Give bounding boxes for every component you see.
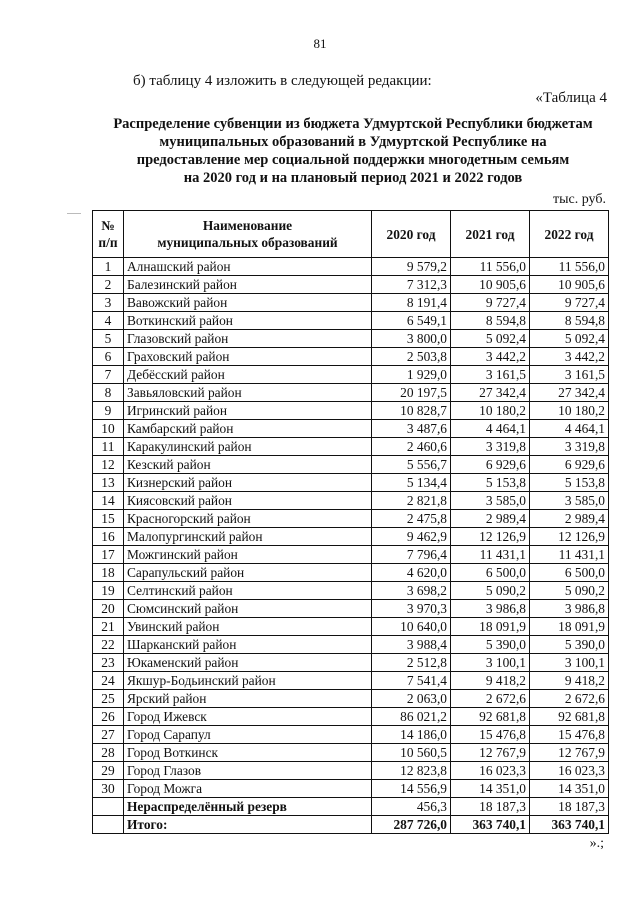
value-2022: 3 585,0 <box>530 492 609 510</box>
total-row <box>93 816 609 834</box>
reserve-2021: 18 187,3 <box>451 798 530 816</box>
table-body <box>93 258 609 798</box>
value-2021: 18 091,9 <box>451 618 530 636</box>
table-row <box>93 276 609 294</box>
value-2022: 9 727,4 <box>530 294 609 312</box>
municipality-name: Каракулинский район <box>124 438 372 456</box>
value-2022: 18 091,9 <box>530 618 609 636</box>
units-label: тыс. руб. <box>553 192 606 207</box>
table-row <box>93 492 609 510</box>
value-2020: 14 186,0 <box>372 726 451 744</box>
value-2020: 4 620,0 <box>372 564 451 582</box>
row-number: 16 <box>93 528 124 546</box>
value-2022: 3 442,2 <box>530 348 609 366</box>
table-row <box>93 546 609 564</box>
value-2020: 3 800,0 <box>372 330 451 348</box>
row-number: 29 <box>93 762 124 780</box>
header-name-line-2: муниципальных образований <box>157 235 338 250</box>
row-number: 12 <box>93 456 124 474</box>
row-number: 24 <box>93 672 124 690</box>
value-2021: 12 767,9 <box>451 744 530 762</box>
total-2022: 363 740,1 <box>530 816 609 834</box>
total-2021: 363 740,1 <box>451 816 530 834</box>
value-2020: 1 929,0 <box>372 366 451 384</box>
value-2022: 6 500,0 <box>530 564 609 582</box>
value-2020: 9 462,9 <box>372 528 451 546</box>
value-2021: 3 585,0 <box>451 492 530 510</box>
document-heading <box>100 115 606 187</box>
municipality-name: Юкаменский район <box>124 654 372 672</box>
value-2021: 10 180,2 <box>451 402 530 420</box>
value-2021: 3 161,5 <box>451 366 530 384</box>
value-2021: 5 090,2 <box>451 582 530 600</box>
row-number: 22 <box>93 636 124 654</box>
value-2020: 12 823,8 <box>372 762 451 780</box>
value-2021: 2 672,6 <box>451 690 530 708</box>
value-2021: 3 100,1 <box>451 654 530 672</box>
row-number: 25 <box>93 690 124 708</box>
table-row <box>93 294 609 312</box>
value-2021: 5 390,0 <box>451 636 530 654</box>
value-2022: 10 905,6 <box>530 276 609 294</box>
value-2020: 10 560,5 <box>372 744 451 762</box>
value-2022: 14 351,0 <box>530 780 609 798</box>
value-2021: 9 418,2 <box>451 672 530 690</box>
row-number: 20 <box>93 600 124 618</box>
municipality-name: Можгинский район <box>124 546 372 564</box>
heading-line-1: Распределение субвенции из бюджета Удмуртской Республики бюджетам <box>113 116 593 132</box>
row-number: 27 <box>93 726 124 744</box>
value-2020: 14 556,9 <box>372 780 451 798</box>
total-label: Итого: <box>124 816 372 834</box>
municipality-name: Дебёсский район <box>124 366 372 384</box>
table-row <box>93 510 609 528</box>
value-2022: 5 390,0 <box>530 636 609 654</box>
municipality-name: Киясовский район <box>124 492 372 510</box>
reserve-2020: 456,3 <box>372 798 451 816</box>
municipality-name: Граховский район <box>124 348 372 366</box>
value-2020: 2 475,8 <box>372 510 451 528</box>
value-2020: 3 970,3 <box>372 600 451 618</box>
table-row <box>93 366 609 384</box>
reserve-num-cell <box>93 798 124 816</box>
table-row <box>93 348 609 366</box>
value-2022: 9 418,2 <box>530 672 609 690</box>
row-number: 15 <box>93 510 124 528</box>
value-2021: 11 556,0 <box>451 258 530 276</box>
table-row <box>93 762 609 780</box>
table-row <box>93 708 609 726</box>
municipality-name: Игринский район <box>124 402 372 420</box>
table-row <box>93 582 609 600</box>
row-number: 28 <box>93 744 124 762</box>
value-2020: 7 541,4 <box>372 672 451 690</box>
table-row <box>93 690 609 708</box>
municipality-name: Город Можга <box>124 780 372 798</box>
value-2021: 6 929,6 <box>451 456 530 474</box>
row-number: 2 <box>93 276 124 294</box>
value-2022: 3 986,8 <box>530 600 609 618</box>
row-number: 11 <box>93 438 124 456</box>
row-number: 14 <box>93 492 124 510</box>
header-num-line-2: п/п <box>98 235 118 250</box>
row-number: 5 <box>93 330 124 348</box>
table-row <box>93 474 609 492</box>
value-2021: 3 319,8 <box>451 438 530 456</box>
table-row <box>93 528 609 546</box>
value-2020: 9 579,2 <box>372 258 451 276</box>
row-number: 30 <box>93 780 124 798</box>
value-2020: 10 828,7 <box>372 402 451 420</box>
value-2021: 15 476,8 <box>451 726 530 744</box>
value-2020: 2 460,6 <box>372 438 451 456</box>
value-2022: 27 342,4 <box>530 384 609 402</box>
value-2021: 3 442,2 <box>451 348 530 366</box>
closing-mark: ».; <box>589 836 604 851</box>
municipality-name: Алнашский район <box>124 258 372 276</box>
value-2022: 4 464,1 <box>530 420 609 438</box>
municipality-name: Шарканский район <box>124 636 372 654</box>
value-2020: 8 191,4 <box>372 294 451 312</box>
row-number: 21 <box>93 618 124 636</box>
value-2022: 11 431,1 <box>530 546 609 564</box>
row-number: 19 <box>93 582 124 600</box>
table-row <box>93 726 609 744</box>
row-number: 10 <box>93 420 124 438</box>
municipality-name: Кизнерский район <box>124 474 372 492</box>
row-number: 8 <box>93 384 124 402</box>
row-number: 9 <box>93 402 124 420</box>
value-2020: 7 312,3 <box>372 276 451 294</box>
table-header-row <box>93 211 609 258</box>
municipality-name: Завьяловский район <box>124 384 372 402</box>
value-2021: 3 986,8 <box>451 600 530 618</box>
value-2022: 11 556,0 <box>530 258 609 276</box>
value-2022: 3 319,8 <box>530 438 609 456</box>
value-2021: 11 431,1 <box>451 546 530 564</box>
row-number: 23 <box>93 654 124 672</box>
table-row <box>93 672 609 690</box>
municipality-name: Сюмсинский район <box>124 600 372 618</box>
value-2022: 2 672,6 <box>530 690 609 708</box>
value-2022: 92 681,8 <box>530 708 609 726</box>
table-row <box>93 744 609 762</box>
value-2022: 12 767,9 <box>530 744 609 762</box>
row-number: 26 <box>93 708 124 726</box>
value-2021: 12 126,9 <box>451 528 530 546</box>
municipality-name: Кезский район <box>124 456 372 474</box>
row-number: 7 <box>93 366 124 384</box>
value-2022: 16 023,3 <box>530 762 609 780</box>
municipality-name: Красногорский район <box>124 510 372 528</box>
value-2020: 10 640,0 <box>372 618 451 636</box>
value-2021: 92 681,8 <box>451 708 530 726</box>
municipality-name: Глазовский район <box>124 330 372 348</box>
margin-mark <box>67 213 81 214</box>
value-2022: 12 126,9 <box>530 528 609 546</box>
municipality-name: Малопургинский район <box>124 528 372 546</box>
value-2022: 5 092,4 <box>530 330 609 348</box>
table-row <box>93 258 609 276</box>
value-2022: 6 929,6 <box>530 456 609 474</box>
row-number: 6 <box>93 348 124 366</box>
municipality-name: Город Воткинск <box>124 744 372 762</box>
value-2021: 14 351,0 <box>451 780 530 798</box>
row-number: 13 <box>93 474 124 492</box>
value-2022: 8 594,8 <box>530 312 609 330</box>
value-2022: 3 161,5 <box>530 366 609 384</box>
municipality-name: Город Ижевск <box>124 708 372 726</box>
value-2020: 6 549,1 <box>372 312 451 330</box>
header-name-line-1: Наименование <box>202 218 293 233</box>
header-num <box>93 211 124 258</box>
value-2020: 2 512,8 <box>372 654 451 672</box>
municipality-name: Ярский район <box>124 690 372 708</box>
value-2021: 5 153,8 <box>451 474 530 492</box>
row-number: 1 <box>93 258 124 276</box>
value-2021: 10 905,6 <box>451 276 530 294</box>
value-2022: 15 476,8 <box>530 726 609 744</box>
total-2020: 287 726,0 <box>372 816 451 834</box>
municipality-name: Воткинский район <box>124 312 372 330</box>
municipality-name: Якшур-Бодьинский район <box>124 672 372 690</box>
header-num-line-1: № <box>101 218 115 233</box>
heading-line-2: муниципальных образований в Удмуртской Республике на <box>159 134 547 150</box>
value-2020: 3 988,4 <box>372 636 451 654</box>
heading-line-3: предоставление мер социальной поддержки многодетным семьям <box>136 152 570 168</box>
value-2021: 8 594,8 <box>451 312 530 330</box>
header-2020: 2020 год <box>372 211 451 258</box>
value-2020: 2 063,0 <box>372 690 451 708</box>
value-2021: 6 500,0 <box>451 564 530 582</box>
value-2020: 3 698,2 <box>372 582 451 600</box>
intro-text: б) таблицу 4 изложить в следующей редакции: <box>133 73 432 89</box>
table-row <box>93 312 609 330</box>
row-number: 4 <box>93 312 124 330</box>
table-row <box>93 330 609 348</box>
value-2022: 3 100,1 <box>530 654 609 672</box>
value-2020: 86 021,2 <box>372 708 451 726</box>
heading-line-4: на 2020 год и на плановый период 2021 и 2022 годов <box>183 170 523 186</box>
table-row <box>93 402 609 420</box>
value-2022: 5 090,2 <box>530 582 609 600</box>
value-2020: 20 197,5 <box>372 384 451 402</box>
row-number: 17 <box>93 546 124 564</box>
table-row <box>93 438 609 456</box>
value-2020: 5 134,4 <box>372 474 451 492</box>
value-2021: 5 092,4 <box>451 330 530 348</box>
municipality-name: Селтинский район <box>124 582 372 600</box>
value-2021: 27 342,4 <box>451 384 530 402</box>
value-2021: 9 727,4 <box>451 294 530 312</box>
municipality-name: Вавожский район <box>124 294 372 312</box>
header-2021: 2021 год <box>451 211 530 258</box>
value-2022: 10 180,2 <box>530 402 609 420</box>
table-row <box>93 420 609 438</box>
value-2020: 2 821,8 <box>372 492 451 510</box>
table-row <box>93 654 609 672</box>
table-row <box>93 636 609 654</box>
value-2020: 2 503,8 <box>372 348 451 366</box>
value-2021: 2 989,4 <box>451 510 530 528</box>
table-row <box>93 456 609 474</box>
table-row <box>93 780 609 798</box>
header-name <box>124 211 372 258</box>
page-number: 81 <box>313 36 327 51</box>
value-2021: 4 464,1 <box>451 420 530 438</box>
table-row <box>93 564 609 582</box>
table-row <box>93 600 609 618</box>
total-num-cell <box>93 816 124 834</box>
reserve-name: Нераспределённый резерв <box>124 798 372 816</box>
value-2021: 16 023,3 <box>451 762 530 780</box>
subvention-table <box>92 210 609 834</box>
table-row <box>93 384 609 402</box>
value-2020: 3 487,6 <box>372 420 451 438</box>
row-number: 3 <box>93 294 124 312</box>
municipality-name: Камбарский район <box>124 420 372 438</box>
value-2022: 2 989,4 <box>530 510 609 528</box>
municipality-name: Балезинский район <box>124 276 372 294</box>
reserve-2022: 18 187,3 <box>530 798 609 816</box>
table-caption: «Таблица 4 <box>535 90 607 106</box>
value-2020: 7 796,4 <box>372 546 451 564</box>
municipality-name: Увинский район <box>124 618 372 636</box>
value-2020: 5 556,7 <box>372 456 451 474</box>
reserve-row <box>93 798 609 816</box>
row-number: 18 <box>93 564 124 582</box>
municipality-name: Сарапульский район <box>124 564 372 582</box>
municipality-name: Город Сарапул <box>124 726 372 744</box>
municipality-name: Город Глазов <box>124 762 372 780</box>
table-row <box>93 618 609 636</box>
value-2022: 5 153,8 <box>530 474 609 492</box>
header-2022: 2022 год <box>530 211 609 258</box>
